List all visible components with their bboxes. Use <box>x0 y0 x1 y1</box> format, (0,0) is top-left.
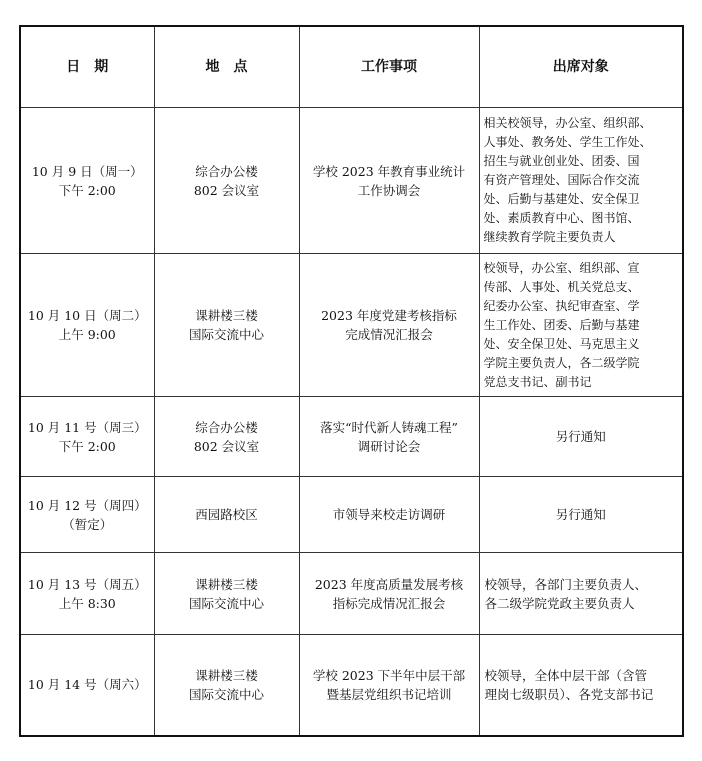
header-date: 日 期 <box>20 26 154 108</box>
item-line: 学校 2023 年教育事业统计 <box>312 163 466 179</box>
attendees-line: 纪委办公室、执纪审查室、学 <box>483 298 640 313</box>
date-cell <box>20 108 154 254</box>
attendees-line: 生工作处、团委、后勤与基建 <box>483 317 640 332</box>
attendees-line: 理岗七级职员）、各党支部书记 <box>484 686 654 702</box>
location-line: 课耕楼三楼 <box>195 576 258 592</box>
item-line: 调研讨论会 <box>357 438 421 454</box>
location-line: 国际交流中心 <box>188 327 264 342</box>
attendees-line: 传部、人事处、机关党总支、 <box>483 279 640 294</box>
location-line: 西园路校区 <box>195 507 258 522</box>
date-line: 10 月 13 号（周五） <box>27 576 147 592</box>
schedule-table <box>19 25 684 737</box>
date-line: 10 月 11 号（周三） <box>27 419 147 435</box>
item-line: 落实“时代新人铸魂工程” <box>320 419 458 435</box>
location-line: 综合办公楼 <box>195 419 258 435</box>
table-row <box>20 108 683 254</box>
attendees-line: 校领导，全体中层干部（含管 <box>484 667 648 683</box>
attendees-line: 校领导，办公室、组织部、宣 <box>483 260 640 275</box>
attendees-line: 有资产管理处、国际合作交流 <box>483 173 640 187</box>
time-line: 上午 9:00 <box>58 327 116 342</box>
table-row <box>20 553 683 635</box>
location-line: 国际交流中心 <box>188 595 264 611</box>
item-cell <box>299 477 479 553</box>
attendees-line: 学院主要负责人，各二级学院 <box>483 355 640 370</box>
table-row <box>20 477 683 553</box>
attendees-line: 党总支书记、副书记 <box>483 374 592 389</box>
table-row <box>20 635 683 736</box>
item-cell <box>299 635 479 736</box>
attendees-line: 各二级学院党政主要负责人 <box>484 595 635 611</box>
attendees-cell <box>479 553 683 635</box>
attendees-line: 处、安全保卫处、马克思主义 <box>483 336 640 351</box>
attendees-line: 另行通知 <box>555 507 606 522</box>
location-line: 课耕楼三楼 <box>195 667 258 683</box>
item-cell <box>299 108 479 254</box>
attendees-cell <box>479 397 683 477</box>
location-line: 国际交流中心 <box>188 686 264 702</box>
time-line: 下午 2:00 <box>58 438 116 454</box>
header-item: 工作事项 <box>299 26 479 108</box>
date-line: 10 月 14 号（周六） <box>27 677 147 693</box>
item-cell <box>299 397 479 477</box>
item-line: 指标完成情况汇报会 <box>332 595 446 611</box>
attendees-cell <box>479 108 683 254</box>
item-cell <box>299 254 479 397</box>
location-cell <box>154 553 299 635</box>
location-cell <box>154 635 299 736</box>
item-line: 暨基层党组织书记培训 <box>326 686 452 702</box>
date-cell <box>20 553 154 635</box>
attendees-line: 继续教育学院主要负责人 <box>483 230 616 244</box>
header-location: 地 点 <box>154 26 299 108</box>
location-cell <box>154 397 299 477</box>
location-line: 802 会议室 <box>193 438 260 454</box>
item-line: 2023 年度党建考核指标 <box>321 308 457 323</box>
location-line: 课耕楼三楼 <box>195 308 258 323</box>
item-line: 工作协调会 <box>357 182 421 198</box>
attendees-line: 相关校领导，办公室、组织部、 <box>483 116 652 130</box>
time-line: 上午 8:30 <box>58 595 116 611</box>
date-note-line: （暂定） <box>62 516 113 532</box>
date-cell <box>20 254 154 397</box>
attendees-line: 人事处、教务处、学生工作处、 <box>483 135 652 149</box>
item-cell <box>299 553 479 635</box>
item-line: 完成情况汇报会 <box>345 327 433 342</box>
item-line: 学校 2023 下半年中层干部 <box>312 667 466 683</box>
attendees-line: 校领导，各部门主要负责人、 <box>484 576 648 592</box>
item-line: 2023 年度高质量发展考核 <box>314 576 464 592</box>
date-cell <box>20 477 154 553</box>
attendees-cell <box>479 477 683 553</box>
date-cell <box>20 635 154 736</box>
location-cell <box>154 477 299 553</box>
table-row <box>20 397 683 477</box>
attendees-line: 处、素质教育中心、图书馆、 <box>483 211 640 225</box>
attendees-cell <box>479 254 683 397</box>
date-line: 10 月 12 号（周四） <box>27 497 147 513</box>
attendees-line: 招生与就业创业处、团委、国 <box>483 154 640 168</box>
time-line: 下午 2:00 <box>58 182 116 198</box>
date-line: 10 月 10 日（周二） <box>27 308 147 323</box>
table-row <box>20 254 683 397</box>
header-row <box>20 26 683 108</box>
date-line: 10 月 9 日（周一） <box>31 163 143 179</box>
location-line: 综合办公楼 <box>195 163 258 179</box>
attendees-line: 处、后勤与基建处、安全保卫 <box>483 192 640 206</box>
location-cell <box>154 254 299 397</box>
header-attendees: 出席对象 <box>479 26 683 108</box>
date-cell <box>20 397 154 477</box>
attendees-line: 另行通知 <box>555 429 606 444</box>
attendees-cell <box>479 635 683 736</box>
location-line: 802 会议室 <box>193 182 260 198</box>
item-line: 市领导来校走访调研 <box>332 507 446 522</box>
location-cell <box>154 108 299 254</box>
